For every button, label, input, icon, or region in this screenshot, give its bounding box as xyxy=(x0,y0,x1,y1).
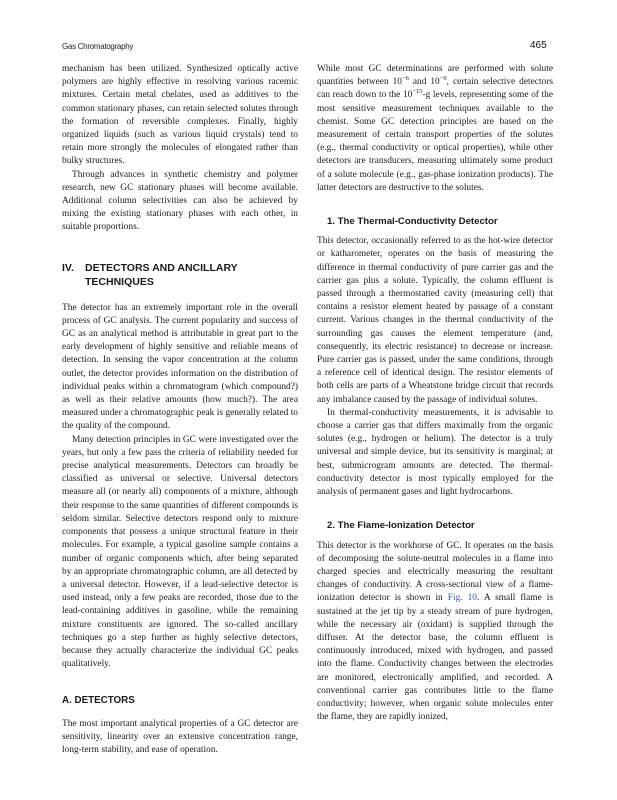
left-column xyxy=(62,63,298,757)
text-run: , certain selective detectors can reach down to the 10 xyxy=(317,77,554,101)
subsection-heading-flame: 2. The Flame-Ionization Detector xyxy=(327,520,475,532)
superscript: −9 xyxy=(439,75,447,83)
text-run: . A small flame is sustained at the jet tip by a steady stream of pure hydrogen, while the necessary air (oxidant) is supplied through the diffuser. At the detector base, the column effluent is continuously introduced, mixed with hydrogen, and passed into the flame. Conductivity changes between the electrodes are monitored, electronically amplified, and recorded. A conventional carrier gas contributes little to the flame conductivity; however, when organic solute molecules enter the flame, they are rapidly ionized, xyxy=(317,593,553,723)
right-column xyxy=(317,63,553,724)
section-number: IV. xyxy=(62,261,74,274)
page-number: 465 xyxy=(530,40,547,51)
text-run: This detector is the workhorse of GC. It operates on the basis of decomposing the solute-neutral molecules in a flame into charged species and electrically measuring the resultant changes of conductivity. A cross-sectional view of a flame-ionization detector is shown in xyxy=(317,540,553,604)
section-heading xyxy=(62,261,298,289)
figure-link[interactable]: Fig. 10 xyxy=(447,593,477,604)
running-head: Gas Chromatography xyxy=(62,42,134,51)
subsection-heading: A. DETECTORS xyxy=(62,695,135,707)
paragraph xyxy=(317,63,553,195)
paragraph xyxy=(317,540,553,725)
superscript: −6 xyxy=(401,75,409,83)
paragraph: This detector, occasionally referred to as the hot-wire detector or katharometer, operates on the basis of measuring the difference in thermal conductivity of pure carrier gas and the carrier gas plus a solute. Typically, the column effluent is passed through a thermostatted cavity (measuring cell) that contains a resistor element heated by passage of a constant current. Various changes in the thermal conductivity of the surrounding gas causes the element temperature (and, consequently, its electric resistance) to decrease or increase. Pure carrier gas is passed, under the same conditions, through a reference cell of identical design. The resistor elements of both cells are parts of a Wheatstone bridge circuit that records any imbalance caused by the passage of individual solutes. xyxy=(317,236,553,405)
paragraph: The most important analytical properties of a GC detector are sensitivity, linearity over an extensive concentration range, long-term stability, and ease of operation. xyxy=(62,718,298,755)
text-run: While most GC determinations are performed with solute quantities between 10 xyxy=(317,64,553,88)
paragraph: Through advances in synthetic chemistry and polymer research, new GC stationary phases will become available. Additional column selectivities can also be achieved by mixing the existing stationary phases with each other, in suitable proportions. xyxy=(62,169,298,233)
paragraph: Many detection principles in GC were investigated over the years, but only a few pass the criteria of reliability needed for precise analytical measurements. Detectors can broadly be classified as universal or selective. Universal detectors measure all (or nearly all) components of a mixture, although their response to the same quantities of different compounds is seldom similar. Selective detectors respond only to mixture components that possess a unique structural feature in their molecules. For example, a typical gasoline sample contains a number of organic components which, after being separated by an appropriate chromatographic column, are all detected by a universal detector. However, if a lead-selective detector is used instead, only a few peaks are recorded, those due to the lead-containing additives in gasoline, while the remaining mixture constituents are ignored. The so-called ancillary techniques go a step further as highly selective detectors, because they actually characterize the individual GC peaks qualitatively. xyxy=(62,434,298,670)
paragraph: mechanism has been utilized. Synthesized optically active polymers are highly effective in resolving various racemic mixtures. Certain metal chelates, used as additives to the common stationary phases, can retain selected solutes through the formation of reversible complexes. Finally, highly organized liquids (such as various liquid crystals) tend to retain more strongly the molecules of elongated rather than bulky structures. xyxy=(62,64,298,167)
section-title-line1: DETECTORS AND ANCILLARY xyxy=(85,261,238,274)
superscript: −15 xyxy=(412,88,423,96)
paragraph: The detector has an extremely important role in the overall process of GC analysis. The current popularity and success of GC as an analytical method is attributable in great part to the early development of highly sensitive and reliable means of detection. In sensing the vapor concentration at the column outlet, the detector provides information on the distribution of individual peaks within a chromatogram (which compound?) as well as their relative amounts (how much?). The area measured under a chromatographic peak is generally related to the quality of the compound. xyxy=(62,302,298,432)
section-title-line2: TECHNIQUES xyxy=(85,275,154,288)
text-run: and 10 xyxy=(408,77,440,88)
text-run: -g levels, representing some of the most sensitive measurement techniques available to the chemist. Some GC detection principles are based on the measurement of certain transport properties of the solutes (e.g., thermal conductivity or optical properties), while other detectors are transducers, measuring ultimately some product of a solute molecule (e.g., gas-phase ionization products). The latter detectors are destructive to the solutes. xyxy=(317,90,553,193)
paragraph: In thermal-conductivity measurements, it is advisable to choose a carrier gas that differs maximally from the organic solutes (e.g., hydrogen or helium). The detector is a truly universal and simple device, but its sensitivity is marginal; at best, submicrogram amounts are detected. The thermal-conductivity detector is most typically employed for the analysis of permanent gases and light hydrocarbons. xyxy=(317,407,553,498)
subsection-heading-thermal: 1. The Thermal-Conductivity Detector xyxy=(327,216,498,228)
